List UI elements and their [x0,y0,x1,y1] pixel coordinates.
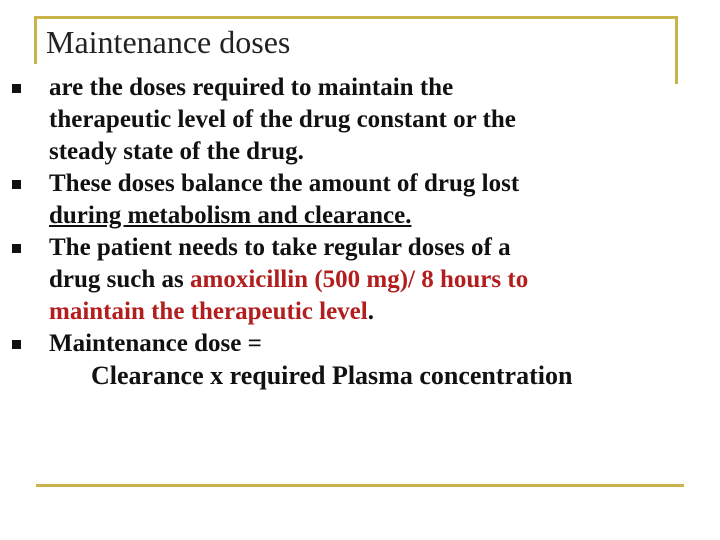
bullet-4-line-1: Maintenance dose = [49,330,262,357]
bullet-3-line-2-prefix: drug such as [49,266,191,293]
bullet-square-icon [12,340,21,349]
formula-text: Clearance x required Plasma concentration [91,361,573,390]
bullet-1-line-3: steady state of the drug. [49,138,304,165]
highlighted-dosage-text: amoxicillin (500 mg)/ 8 hours to [190,266,529,293]
frame-bottom-line [36,484,684,487]
bullet-item-4 [12,328,702,392]
bullet-item-2 [12,168,702,232]
bullet-3-line-3-suffix: . [367,298,374,325]
frame-left-line [34,16,37,64]
underlined-text: during metabolism and clearance. [49,202,412,229]
bullet-3-line-3 [49,296,702,328]
bullet-3-line-1: The patient needs to take regular doses of a [49,234,511,261]
bullet-square-icon [12,244,21,253]
bullet-item-1 [12,72,702,168]
bullet-list [12,72,702,392]
bullet-square-icon [12,180,21,189]
bullet-square-icon [12,84,21,93]
bullet-3-line-2 [49,264,702,296]
bullet-1-line-2: therapeutic level of the drug constant or the [49,106,516,133]
slide-title: Maintenance doses [46,24,291,60]
bullet-1-line-1: are the doses required to maintain the [49,74,454,101]
frame-top-line [34,16,678,19]
bullet-2-line-1: These doses balance the amount of drug lost [49,170,520,197]
highlighted-level-text: maintain the therapeutic level [49,298,368,325]
bullet-2-line-2 [49,200,702,232]
bullet-item-3 [12,232,702,328]
